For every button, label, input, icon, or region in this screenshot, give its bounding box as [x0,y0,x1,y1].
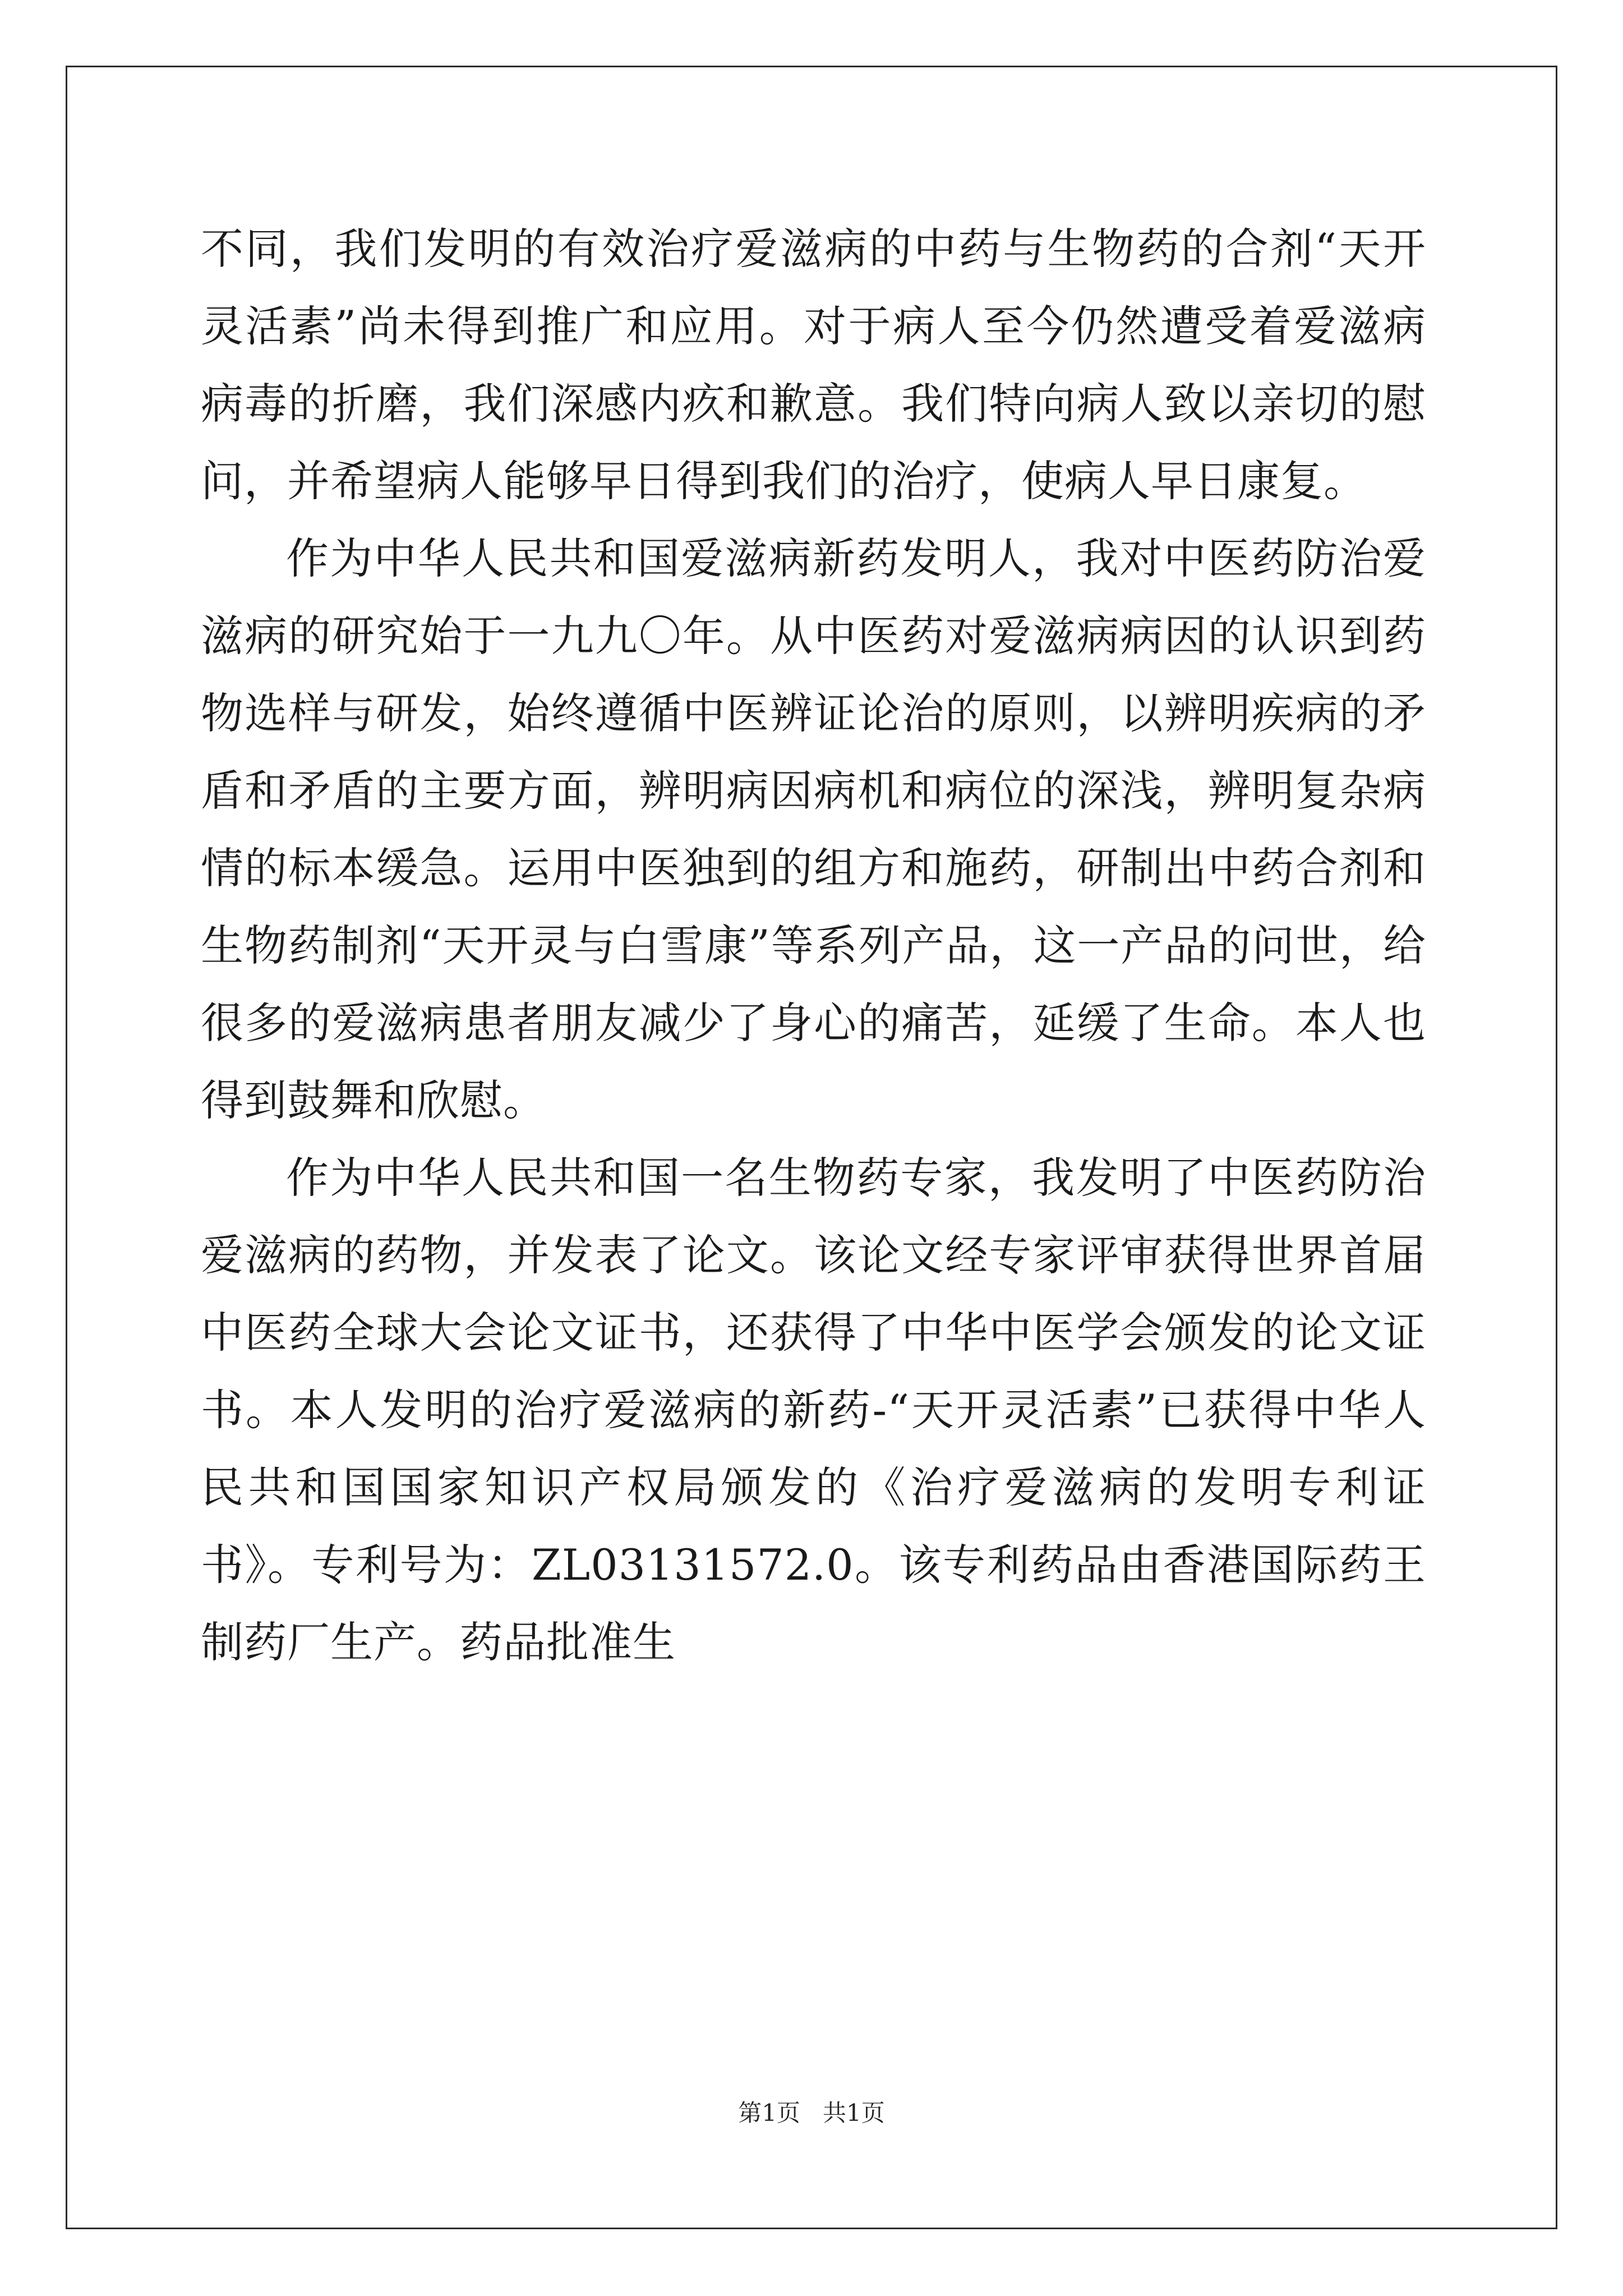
page-total: 共1页 [823,2099,885,2127]
paragraph-3: 作为中华人民共和国一名生物药专家，我发明了中医药防治爱滋病的药物，并发表了论文。该论文经专家评审获得世界首届中医药全球大会论文证书，还获得了中华中医学会颁发的论文证书。本人发明的治疗爱滋病的新药-“天开灵活素”已获得中华人民共和国国家知识产权局颁发的《治疗爱滋病的发明专利证书》。专利号为：ZL03131572.0。该专利药品由香港国际药王制药厂生产。药品批准生 [201,1153,1426,1667]
paragraph-2: 作为中华人民共和国爱滋病新药发明人，我对中医药防治爱滋病的研究始于一九九〇年。从中医药对爱滋病病因的认识到药物选样与研发，始终遵循中医辨证论治的原则，以辨明疾病的矛盾和矛盾的主要方面，辨明病因病机和病位的深浅，辨明复杂病情的标本缓急。运用中医独到的组方和施药，研制出中药合剂和生物药制剂“天开灵与白雪康”等系列产品，这一产品的问世，给很多的爱滋病患者朋友减少了身心的痛苦，延缓了生命。本人也得到鼓舞和欣慰。 [201,533,1426,1125]
document-body [201,210,1426,1681]
page-number: 第1页 [738,2099,800,2127]
page-footer [0,2099,1623,2127]
paragraph-1: 不同，我们发明的有效治疗爱滋病的中药与生物药的合剂“天开灵活素”尚未得到推广和应用。对于病人至今仍然遭受着爱滋病病毒的折磨，我们深感内疚和歉意。我们特向病人致以亲切的慰问，并希望病人能够早日得到我们的治疗，使病人早日康复。 [201,224,1426,506]
